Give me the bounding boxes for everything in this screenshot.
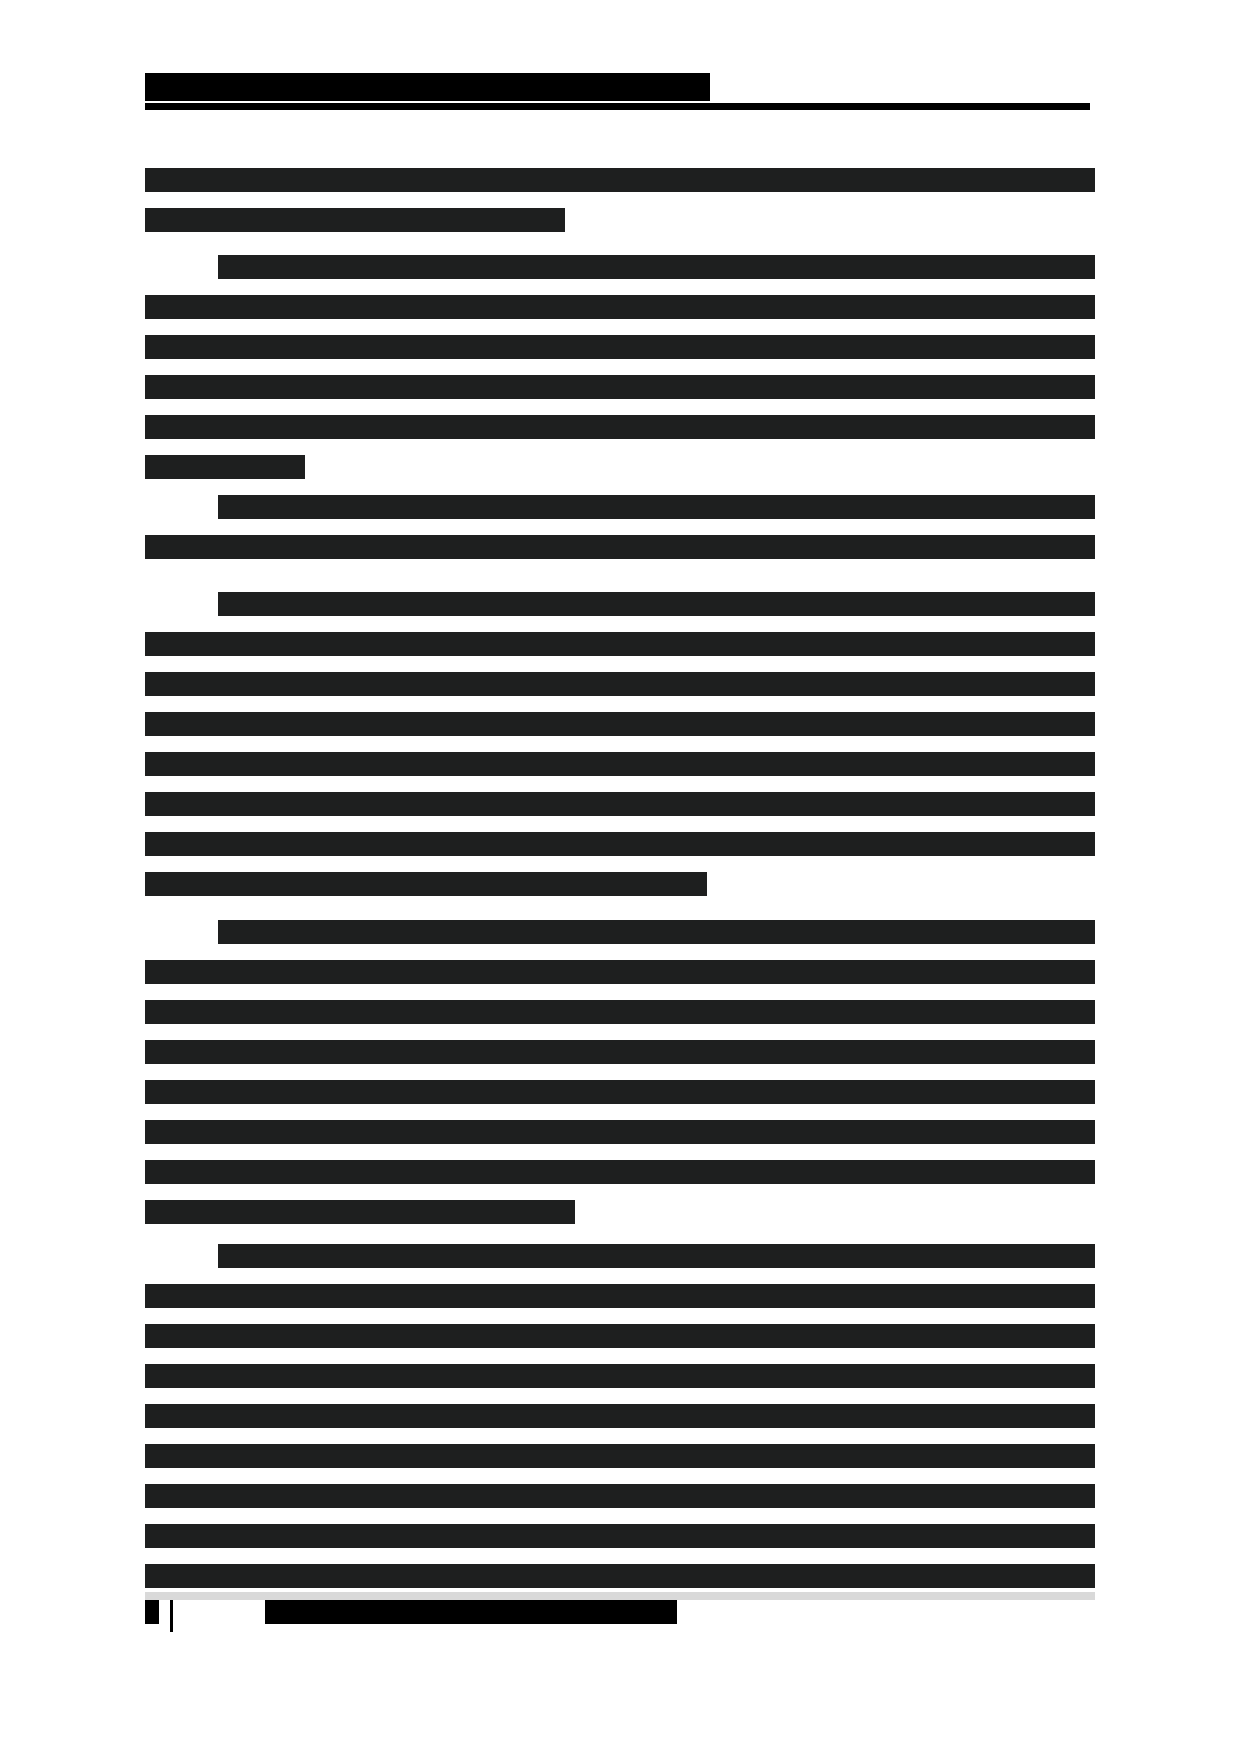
redacted-text-line bbox=[218, 495, 1095, 519]
redacted-text-line bbox=[145, 1564, 1095, 1588]
redacted-text-line bbox=[145, 1080, 1095, 1104]
redacted-text-line bbox=[218, 592, 1095, 616]
redacted-text-line bbox=[218, 255, 1095, 279]
redacted-text-line bbox=[145, 752, 1095, 776]
redacted-text-line bbox=[145, 1444, 1095, 1468]
footer-divider bbox=[145, 1592, 1095, 1600]
page-number bbox=[145, 1600, 159, 1624]
redacted-text-line bbox=[145, 1484, 1095, 1508]
redacted-text-line bbox=[145, 208, 565, 232]
redacted-text-line bbox=[145, 455, 305, 479]
redacted-text-line bbox=[145, 1120, 1095, 1144]
redacted-text-line bbox=[145, 295, 1095, 319]
redacted-text-line bbox=[218, 1244, 1095, 1268]
redacted-text-line bbox=[145, 168, 1095, 192]
redacted-text-line bbox=[145, 872, 707, 896]
footer-text bbox=[265, 1600, 677, 1624]
redacted-text-line bbox=[145, 1364, 1095, 1388]
redacted-text-line bbox=[145, 712, 1095, 736]
redacted-text-line bbox=[145, 1200, 575, 1224]
redacted-text-line bbox=[145, 535, 1095, 559]
redacted-text-line bbox=[145, 1040, 1095, 1064]
redacted-text-line bbox=[145, 1284, 1095, 1308]
redacted-text-line bbox=[145, 960, 1095, 984]
redacted-text-line bbox=[145, 335, 1095, 359]
redacted-text-line bbox=[145, 1160, 1095, 1184]
redacted-text-line bbox=[145, 792, 1095, 816]
redacted-text-line bbox=[145, 832, 1095, 856]
redacted-text-line bbox=[218, 920, 1095, 944]
redacted-text-line bbox=[145, 1404, 1095, 1428]
redacted-text-line bbox=[145, 1524, 1095, 1548]
redacted-text-line bbox=[145, 632, 1095, 656]
redacted-text-line bbox=[145, 1000, 1095, 1024]
redacted-text-line bbox=[145, 375, 1095, 399]
running-header: [redacted running header] bbox=[145, 73, 710, 101]
redacted-text-line bbox=[145, 1324, 1095, 1348]
header-divider bbox=[145, 103, 1090, 110]
page-number-separator bbox=[170, 1600, 173, 1632]
redacted-text-line bbox=[145, 415, 1095, 439]
redacted-text-line bbox=[145, 672, 1095, 696]
